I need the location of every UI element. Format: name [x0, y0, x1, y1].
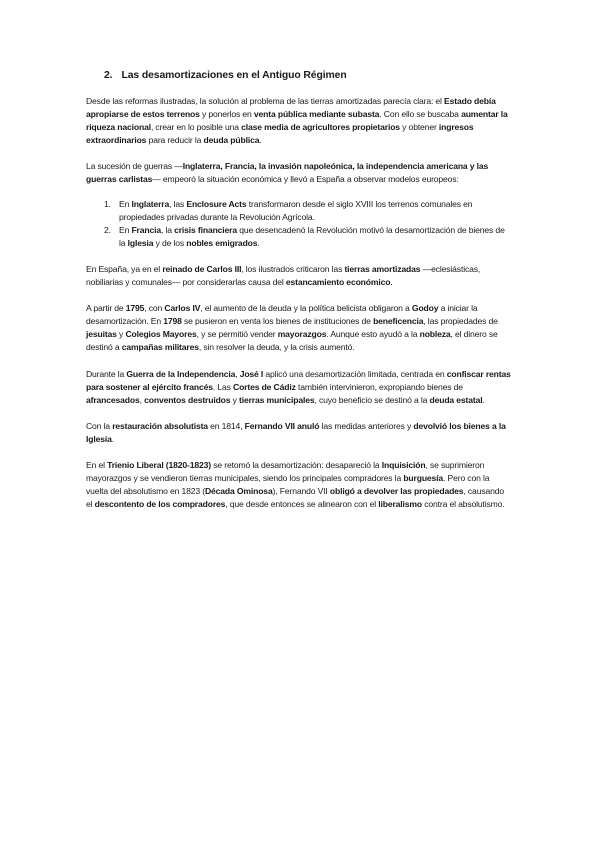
bold-text: Colegios Mayores — [125, 329, 197, 340]
text-run: también intervinieron, expropiando bienes de — [295, 381, 463, 392]
text-run: y obtener — [399, 122, 439, 133]
text-run: En — [119, 198, 132, 209]
bold-text: Trienio Liberal (1820-1823) — [107, 459, 211, 470]
text-run: , — [139, 394, 145, 405]
text-run: las medidas anteriores y — [319, 420, 414, 431]
bold-text: clase media de agricultores propietarios — [241, 122, 400, 133]
text-run: , se suprimieron mayorazgos y se vendieron tierras municipales, siendo los principales compradores la — [86, 459, 485, 484]
list-item — [86, 224, 512, 250]
bold-text: crisis financiera — [174, 224, 237, 235]
bold-text: Godoy — [411, 303, 439, 314]
bold-text: Carlos IV — [164, 303, 201, 314]
bold-text: reinado de Carlos III — [162, 263, 242, 274]
bold-text: conventos destruidos — [144, 394, 231, 405]
bold-text: Fernando VII anuló — [244, 420, 320, 431]
text-run: En — [119, 224, 132, 235]
text-run: , causando el — [86, 486, 504, 510]
bold-text: beneficencia — [373, 316, 424, 327]
list-number: 1. — [104, 198, 111, 209]
bold-text: descontento de los compradores — [94, 499, 226, 510]
paragraph-wars — [86, 160, 512, 186]
text-run: se pusieron en venta los bienes de instituciones de — [181, 316, 374, 327]
bold-text: deuda estatal — [429, 394, 483, 405]
list-item-text — [119, 225, 505, 248]
bold-text: Cortes de Cádiz — [233, 381, 296, 392]
text-run: que desencadenó la Revolución motivó la desamortización de bienes de la — [119, 224, 505, 248]
paragraph-restoration — [86, 420, 512, 446]
bold-text: José I — [239, 368, 264, 379]
paragraph-liberal-triennium — [86, 459, 512, 511]
text-run: , las — [169, 198, 187, 209]
bold-text: Estado debía apropiarse de estos terrenos — [86, 96, 496, 120]
text-run: —eclesiásticas, nobiliarias y comunales— por considerarlas causa del — [86, 263, 481, 288]
text-run: . — [111, 433, 114, 444]
text-run: , que desde entonces se alinearon con el — [225, 499, 379, 510]
bold-text: campañas militares — [121, 342, 199, 353]
text-run: y — [116, 329, 126, 340]
text-run: . Con ello se buscaba — [379, 109, 462, 120]
bold-text: estancamiento económico — [285, 277, 391, 288]
text-run: , — [235, 368, 240, 379]
text-run: La sucesión de guerras — — [86, 161, 183, 172]
text-run: en 1814, — [207, 420, 245, 431]
bold-text: afrancesados — [86, 394, 140, 405]
paragraph-carlos-iii — [86, 263, 512, 289]
bold-text: Década Ominosa — [204, 486, 273, 497]
text-run: aplicó una desamortización limitada, centrada en — [263, 368, 447, 379]
text-run: a iniciar la desamortización. En — [86, 303, 478, 327]
text-run: . Las — [212, 381, 234, 392]
bold-text: nobleza — [419, 329, 451, 340]
bold-text: Iglesia — [127, 237, 154, 248]
text-run: contra el absolutismo. — [421, 499, 505, 510]
bold-text: burguesía — [403, 473, 444, 484]
bold-text: Inquisición — [381, 459, 426, 470]
text-run: — empeoró la situación económica y llevó a España a observar modelos europeos: — [152, 174, 459, 185]
bold-text: mayorazgos — [277, 329, 327, 340]
text-run: , el aumento de la deuda y la política belicista obligaron a — [200, 303, 412, 314]
text-run: Con la — [86, 420, 113, 431]
text-run: Desde las reformas ilustradas, la solución al problema de las tierras amortizadas parecía clara: el — [86, 96, 445, 106]
section-heading — [104, 70, 512, 81]
list-item-text — [119, 199, 472, 222]
text-run: ), Fernando VII — [272, 486, 330, 497]
text-run: . — [482, 394, 485, 405]
bold-text: devolvió los bienes a la Iglesia — [86, 420, 506, 444]
list-number: 2. — [104, 224, 111, 235]
text-run: , cuyo beneficio se destinó a la — [314, 394, 430, 405]
bold-text: 1798 — [163, 316, 182, 327]
bold-text: restauración absolutista — [112, 420, 208, 431]
bold-text: liberalismo — [378, 499, 422, 510]
text-run: , la — [160, 224, 175, 235]
text-run: . — [257, 237, 260, 248]
bold-text: confiscar rentas para sostener al ejército francés — [86, 368, 511, 392]
text-run: y de los — [153, 237, 187, 248]
document-page — [86, 70, 512, 524]
bold-text: Guerra de la Independencia — [126, 368, 236, 379]
text-run: y ponerlos en — [199, 109, 254, 120]
text-run: , sin resolver la deuda, y la crisis aumentó. — [198, 342, 355, 353]
bold-text: venta pública mediante subasta — [253, 109, 380, 120]
text-run: Durante la — [86, 368, 127, 379]
text-run: para reducir la — [146, 135, 204, 146]
bold-text: aumentar la riqueza nacional — [86, 109, 508, 133]
text-run: , el dinero se destinó a — [86, 329, 498, 353]
text-run: . Aunque esto ayudó a la — [326, 329, 420, 340]
list-item — [86, 198, 512, 224]
bold-text: Inglaterra, Francia, la invasión napoleónica, la independencia americana y las guerras carlistas — [86, 161, 489, 185]
text-run: , crear en lo posible una — [150, 122, 242, 133]
text-run: En España, ya en el — [86, 263, 163, 274]
text-run: A partir de — [86, 303, 126, 314]
text-run: , y se permitió vender — [196, 329, 278, 340]
text-run: En el — [86, 459, 108, 470]
bold-text: jesuitas — [86, 329, 117, 340]
section-number: 2. — [104, 70, 113, 81]
bold-text: deuda pública — [203, 135, 260, 146]
text-run: se retomó la desamortización: desapareció la — [210, 459, 382, 470]
bold-text: Francia — [131, 224, 161, 235]
text-run: . Pero con la vuelta del absolutismo en 1823 ( — [86, 473, 490, 497]
text-run: . — [390, 277, 393, 288]
text-run: transformaron desde el siglo XVIII los terrenos comunales en propiedades privadas durante la Revolución Agrícola. — [119, 198, 473, 222]
text-run: y — [230, 394, 240, 405]
section-title: Las desamortizaciones en el Antiguo Régimen — [121, 70, 347, 81]
text-run: , los ilustrados criticaron las — [241, 263, 345, 274]
paragraph-carlos-iv — [86, 302, 512, 354]
bold-text: nobles emigrados — [186, 237, 258, 248]
european-models-list — [86, 198, 512, 250]
text-run: . — [259, 135, 262, 146]
bold-text: ingresos extraordinarios — [86, 122, 474, 146]
bold-text: tierras municipales — [239, 394, 315, 405]
bold-text: 1795 — [125, 303, 145, 314]
paragraph-intro — [86, 95, 512, 147]
bold-text: Enclosure Acts — [186, 198, 247, 209]
paragraph-independence-war — [86, 368, 512, 407]
text-run: , las propiedades de — [423, 316, 498, 327]
bold-text: obligó a devolver las propiedades — [329, 486, 464, 497]
text-run: , con — [144, 303, 165, 314]
bold-text: Inglaterra — [131, 198, 170, 209]
bold-text: tierras amortizadas — [344, 263, 421, 274]
